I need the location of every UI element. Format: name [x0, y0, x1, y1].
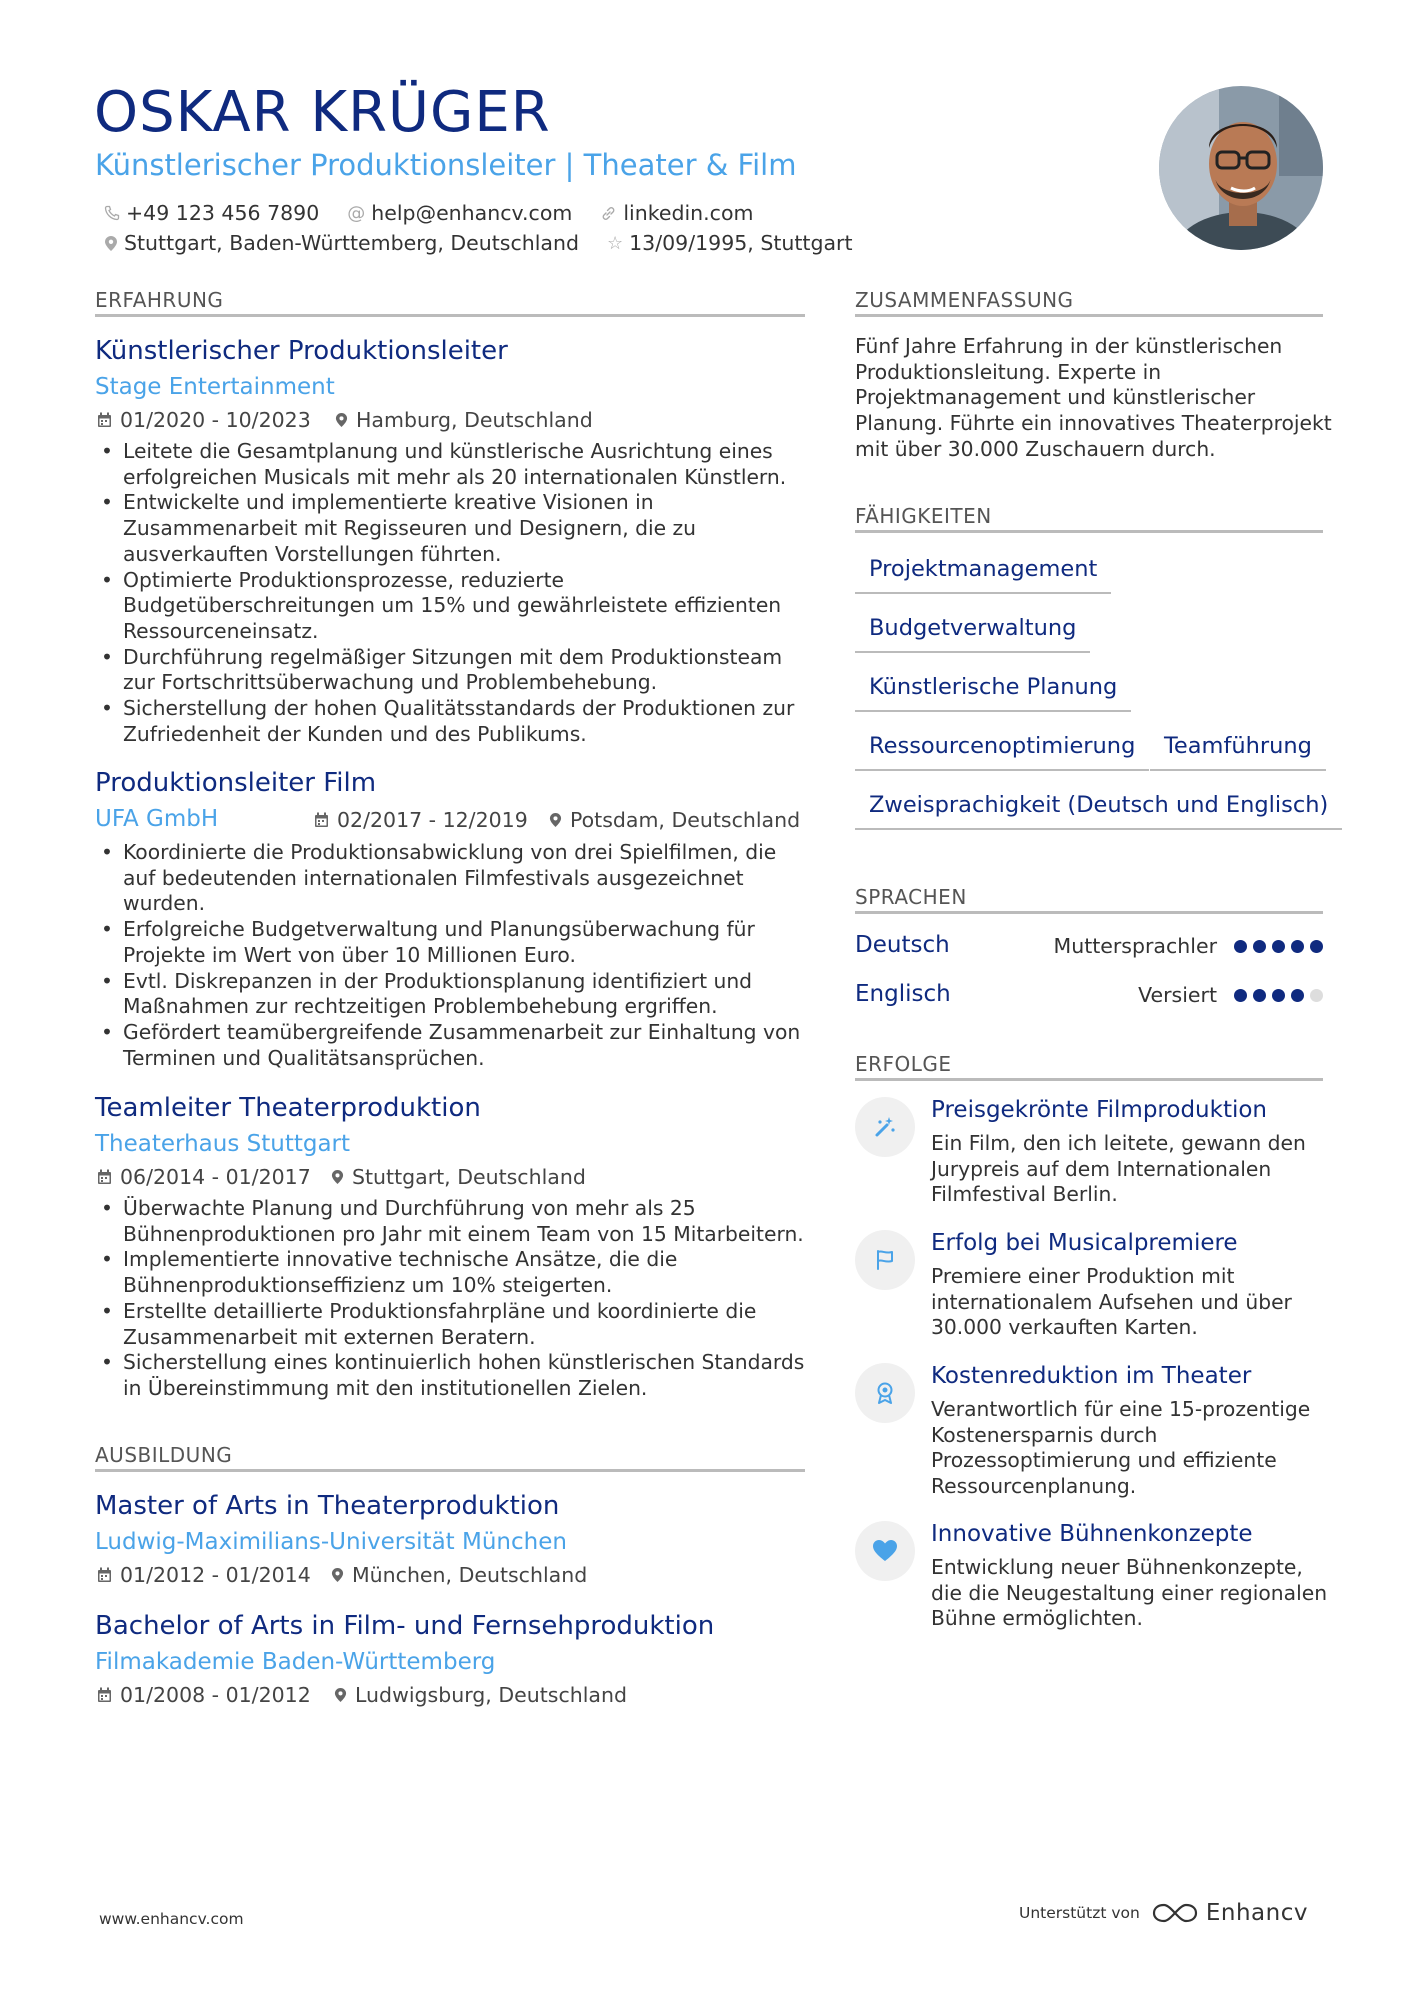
list-item: • Überwachte Planung und Durchführung von mehr als 25 Bühnenproduktionen pro Jahr mit einem Team von 15 Mitarbeitern.: [95, 1196, 805, 1247]
language-rating: [1234, 940, 1329, 953]
education-section-title: AUSBILDUNG: [95, 1443, 233, 1467]
language-name: Deutsch: [855, 932, 950, 958]
skill-tag: Ressourcenoptimierung: [855, 733, 1149, 771]
location-contact: [104, 231, 579, 255]
company-name: Stage Entertainment: [95, 374, 335, 400]
footer-website[interactable]: www.enhancv.com: [99, 1910, 244, 1928]
calendar-icon: [97, 1169, 112, 1185]
linkedin-link[interactable]: linkedin.com: [623, 201, 754, 225]
email-address[interactable]: help@enhancv.com: [371, 201, 573, 225]
list-item: • Optimierte Produktionsprozesse, reduzierte Budgetüberschreitungen um 15% und gewährleistete effizienten Ressourceneinsatz.: [95, 568, 805, 645]
job-title: Teamleiter Theaterproduktion: [95, 1093, 481, 1123]
brand-name: Enhancv: [1205, 1900, 1308, 1926]
job-bullets: [95, 840, 805, 1071]
award-icon: [855, 1363, 915, 1423]
job-location-text: Potsdam, Deutschland: [570, 808, 801, 832]
rating-dot-filled: [1291, 940, 1304, 953]
location-pin-icon: [334, 1687, 347, 1703]
job-bullets: [95, 439, 805, 747]
experience-section-title: ERFAHRUNG: [95, 288, 224, 312]
job-bullets: [95, 1196, 805, 1402]
location-pin-icon: [104, 235, 118, 252]
language-rating: [1234, 989, 1329, 1002]
rating-dot-empty: [1310, 989, 1323, 1002]
calendar-icon: [97, 1567, 112, 1583]
edu-location-text: Ludwigsburg, Deutschland: [355, 1683, 627, 1707]
job-title: Künstlerischer Produktionsleiter: [95, 336, 508, 366]
education-divider: [95, 1469, 805, 1472]
job-location: [331, 1165, 586, 1189]
location-pin-icon: [331, 1169, 344, 1185]
list-item: • Evtl. Diskrepanzen in der Produktionsplanung identifiziert und Maßnahmen zur rechtzeitigen Problembehebung ergriffen.: [95, 969, 805, 1020]
list-item: • Entwickelte und implementierte kreative Visionen in Zusammenarbeit mit Regisseuren und Designern, die zu ausverkauften Vorstellungen führten.: [95, 490, 805, 567]
language-level: Versiert: [1138, 983, 1217, 1007]
job-dates-text: 02/2017 - 12/2019: [337, 808, 528, 832]
skill-tag: Künstlerische Planung: [855, 674, 1131, 712]
achievement-title: Preisgekrönte Filmproduktion: [931, 1097, 1268, 1123]
calendar-icon: [97, 412, 112, 428]
rating-dot-filled: [1234, 940, 1247, 953]
phone-number: +49 123 456 7890: [126, 201, 320, 225]
achievement-title: Kostenreduktion im Theater: [931, 1363, 1252, 1389]
languages-section-title: SPRACHEN: [855, 885, 967, 909]
summary-text: Fünf Jahre Erfahrung in der künstlerischen Produktionsleitung. Experte in Projektmanagement und künstlerischer Planung. Führte ein innovatives Theaterprojekt mit über 30.000 Zuschauern durch.: [855, 334, 1332, 461]
star-icon: ☆: [607, 232, 624, 254]
flag-icon: [855, 1230, 915, 1290]
list-item: • Koordinierte die Produktionsabwicklung von drei Spielfilmen, die auf bedeutenden internationalen Filmfestivals ausgezeichnet wurden.: [95, 840, 805, 917]
contact-info: [104, 198, 881, 258]
calendar-icon: [314, 812, 329, 828]
job-location: [549, 808, 800, 832]
achievement-desc: Verantwortlich für eine 15-prozentige Kostenersparnis durch Prozessoptimierung und effiziente Ressourcenplanung.: [931, 1397, 1311, 1499]
school-name: Filmakademie Baden-Württemberg: [95, 1649, 496, 1675]
location-pin-icon: [335, 412, 348, 428]
list-item: • Erfolgreiche Budgetverwaltung und Planungsüberwachung für Projekte im Wert von über 10 Millionen Euro.: [95, 917, 805, 968]
enhancv-logo-icon: [1152, 1901, 1198, 1925]
avatar: [1159, 86, 1323, 250]
candidate-headline: Künstlerischer Produktionsleiter | Theater & Film: [95, 148, 797, 182]
job-location-text: Hamburg, Deutschland: [356, 408, 593, 432]
birth-text: 13/09/1995, Stuttgart: [629, 231, 853, 255]
edu-location: [334, 1683, 627, 1707]
job-dates-text: 06/2014 - 01/2017: [120, 1165, 311, 1189]
edu-dates: [97, 1683, 311, 1707]
location-pin-icon: [331, 1567, 344, 1583]
edu-dates: [97, 1563, 311, 1587]
skills-section-title: FÄHIGKEITEN: [855, 504, 992, 528]
job-dates: [314, 808, 528, 832]
skill-tag: Projektmanagement: [855, 556, 1111, 594]
company-name: Theaterhaus Stuttgart: [95, 1131, 351, 1157]
achievement-title: Innovative Bühnenkonzepte: [931, 1521, 1253, 1547]
rating-dot-filled: [1272, 940, 1285, 953]
list-item: • Sicherstellung der hohen Qualitätsstandards der Produktionen zur Zufriedenheit der Kunden und des Publikums.: [95, 696, 805, 747]
email-contact[interactable]: [347, 201, 572, 225]
edu-dates-text: 01/2008 - 01/2012: [120, 1683, 311, 1707]
job-location-text: Stuttgart, Deutschland: [352, 1165, 586, 1189]
languages-divider: [855, 911, 1323, 914]
skills-divider: [855, 530, 1323, 533]
list-item: • Durchführung regelmäßiger Sitzungen mit dem Produktionsteam zur Fortschrittsüberwachung und Problembehebung.: [95, 645, 805, 696]
rating-dot-filled: [1253, 940, 1266, 953]
achievement-desc: Ein Film, den ich leitete, gewann den Jurypreis auf dem Internationalen Filmfestival Berlin.: [931, 1131, 1306, 1207]
phone-icon: [104, 205, 120, 221]
achievement-desc: Premiere einer Produktion mit internationalem Aufsehen und über 30.000 verkauften Karten.: [931, 1264, 1292, 1340]
skill-tag: Teamführung: [1150, 733, 1326, 771]
achievements-divider: [855, 1078, 1323, 1081]
rating-dot-filled: [1272, 989, 1285, 1002]
job-location: [335, 408, 593, 432]
rating-dot-filled: [1234, 989, 1247, 1002]
job-dates: [97, 1165, 311, 1189]
job-dates-text: 01/2020 - 10/2023: [120, 408, 311, 432]
phone-contact: [104, 201, 319, 225]
list-item: • Leitete die Gesamtplanung und künstlerische Ausrichtung eines erfolgreichen Musicals mit mehr als 20 internationalen Künstlern.: [95, 439, 805, 490]
location-text: Stuttgart, Baden-Württemberg, Deutschland: [124, 231, 579, 255]
language-name: Englisch: [855, 981, 951, 1007]
edu-location: [331, 1563, 587, 1587]
degree-title: Master of Arts in Theaterproduktion: [95, 1491, 560, 1521]
school-name: Ludwig-Maximilians-Universität München: [95, 1529, 567, 1555]
list-item: • Gefördert teamübergreifende Zusammenarbeit zur Einhaltung von Terminen und Qualitätsansprüchen.: [95, 1020, 805, 1071]
rating-dot-filled: [1253, 989, 1266, 1002]
job-dates: [97, 408, 311, 432]
candidate-name: OSKAR KRÜGER: [94, 80, 551, 145]
magic-wand-icon: [855, 1097, 915, 1157]
list-item: • Implementierte innovative technische Ansätze, die die Bühnenproduktionseffizienz um 10% steigerten.: [95, 1247, 805, 1298]
location-pin-icon: [549, 812, 562, 828]
list-item: • Erstellte detaillierte Produktionsfahrpläne und koordinierte die Zusammenarbeit mit externen Beratern.: [95, 1299, 805, 1350]
rating-dot-filled: [1310, 940, 1323, 953]
company-name: UFA GmbH: [95, 806, 219, 832]
calendar-icon: [97, 1687, 112, 1703]
linkedin-contact[interactable]: [600, 201, 753, 225]
link-icon: [600, 205, 617, 222]
achievement-desc: Entwicklung neuer Bühnenkonzepte, die die Neugestaltung einer regionalen Bühne ermöglichten.: [931, 1555, 1328, 1631]
achievements-section-title: ERFOLGE: [855, 1052, 952, 1076]
summary-section-title: ZUSAMMENFASSUNG: [855, 288, 1074, 312]
footer-branding: [1019, 1900, 1308, 1926]
experience-divider: [95, 314, 805, 317]
rating-dot-filled: [1291, 989, 1304, 1002]
language-level: Muttersprachler: [1053, 934, 1217, 958]
skill-tag: Budgetverwaltung: [855, 615, 1090, 653]
summary-divider: [855, 314, 1323, 317]
powered-by-label: Unterstützt von: [1019, 1904, 1140, 1922]
edu-location-text: München, Deutschland: [352, 1563, 588, 1587]
birth-contact: [607, 231, 853, 255]
achievement-title: Erfolg bei Musicalpremiere: [931, 1230, 1238, 1256]
degree-title: Bachelor of Arts in Film- und Fernsehproduktion: [95, 1611, 715, 1641]
heart-icon: [855, 1521, 915, 1581]
at-icon: @: [347, 202, 366, 224]
job-title: Produktionsleiter Film: [95, 768, 377, 798]
edu-dates-text: 01/2012 - 01/2014: [120, 1563, 311, 1587]
skill-tag: Zweisprachigkeit (Deutsch und Englisch): [855, 792, 1342, 830]
list-item: • Sicherstellung eines kontinuierlich hohen künstlerischen Standards in Übereinstimmung mit den institutionellen Zielen.: [95, 1350, 805, 1401]
